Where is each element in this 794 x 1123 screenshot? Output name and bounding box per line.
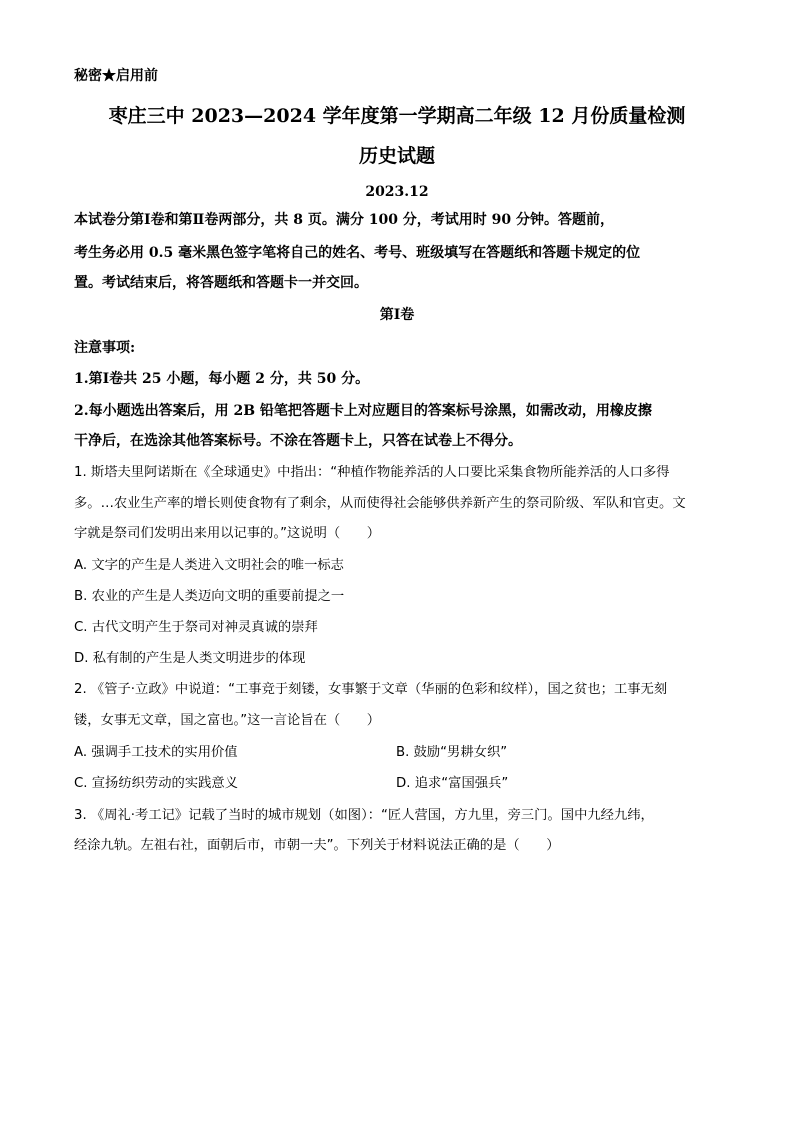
question-1-option-c: C. 古代文明产生于祭司对神灵真诚的崇拜 bbox=[74, 620, 318, 635]
notice-line-2: 2.每小题选出答案后，用 2B 铅笔把答题卡上对应题目的答案标号涂黑，如需改动，用橡皮擦 bbox=[74, 403, 652, 419]
notice-line-3: 干净后，在选涂其他答案标号。不涂在答题卡上，只答在试卷上不得分。 bbox=[74, 433, 522, 449]
intro-line-2: 考生务必用 0.5 毫米黑色签字笔将自己的姓名、考号、班级填写在答题纸和答题卡规定的位 bbox=[74, 245, 641, 261]
intro-line-1: 本试卷分第Ⅰ卷和第Ⅱ卷两部分，共 8 页。满分 100 分，考试用时 90 分钟。答题前， bbox=[74, 212, 615, 228]
confidential-label: 秘密★启用前 bbox=[74, 68, 158, 84]
notice-line-1: 1.第Ⅰ卷共 25 小题，每小题 2 分，共 50 分。 bbox=[74, 371, 370, 387]
question-1-option-a: A. 文字的产生是人类进入文明社会的唯一标志 bbox=[74, 558, 344, 573]
section-title: 第Ⅰ卷 bbox=[379, 307, 415, 323]
question-1-line-2: 多。…农业生产率的增长则使食物有了剩余，从而使得社会能够供养新产生的祭司阶级、军队和官吏。文 bbox=[74, 496, 686, 511]
notice-heading: 注意事项: bbox=[74, 340, 136, 356]
question-2-option-c: C. 宣扬纺织劳动的实践意义 bbox=[74, 776, 239, 791]
question-1-option-b: B. 农业的产生是人类迈向文明的重要前提之一 bbox=[74, 589, 345, 604]
question-1-option-d: D. 私有制的产生是人类文明进步的体现 bbox=[74, 651, 306, 666]
question-2-option-a: A. 强调手工技术的实用价值 bbox=[74, 745, 238, 760]
exam-subject-title: 历史试题 bbox=[358, 145, 435, 167]
exam-title: 枣庄三中 2023—2024 学年度第一学期高二年级 12 月份质量检测 bbox=[108, 105, 686, 127]
question-2-line-1: 2. 《管子·立政》中说道：“工事竞于刻镂，女事繁于文章（华丽的色彩和纹样），国之贫也；工事无刻 bbox=[74, 682, 668, 697]
question-3-line-2: 经涂九轨。左祖右社，面朝后市，市朝一夫”。下列关于材料说法正确的是（ ） bbox=[74, 838, 560, 853]
intro-line-3: 置。考试结束后，将答题纸和答题卡一并交回。 bbox=[74, 275, 368, 291]
question-2-option-b: B. 鼓励“男耕女织” bbox=[396, 745, 508, 760]
question-2-line-2: 镂，女事无文章，国之富也。”这一言论旨在（ ） bbox=[74, 713, 381, 728]
question-2-option-d: D. 追求“富国强兵” bbox=[396, 776, 509, 791]
question-1-line-3: 字就是祭司们发明出来用以记事的。”这说明（ ） bbox=[74, 526, 381, 541]
exam-date: 2023.12 bbox=[365, 184, 429, 200]
question-1-line-1: 1. 斯塔夫里阿诺斯在《全球通史》中指出：“种植作物能养活的人口要比采集食物所能养活的人口多得 bbox=[74, 465, 670, 480]
question-3-line-1: 3. 《周礼·考工记》记载了当时的城市规划（如图）：“匠人营国，方九里，旁三门。国中九经九纬， bbox=[74, 808, 654, 823]
